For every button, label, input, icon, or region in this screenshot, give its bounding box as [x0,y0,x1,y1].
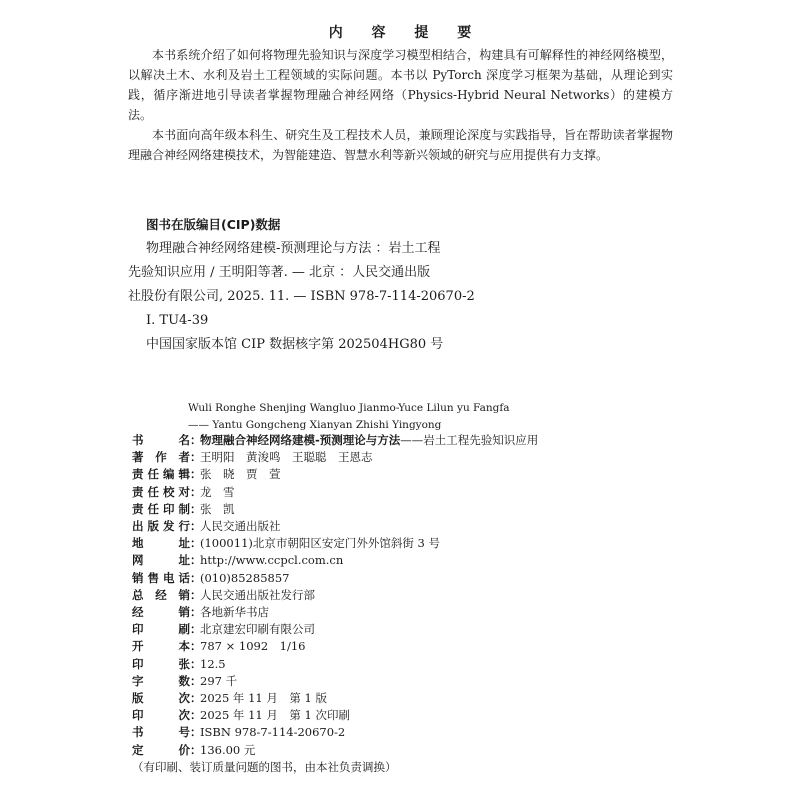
cip-data-block [128,213,548,357]
cip-record-number: 中国国家版本馆 CIP 数据核字第 202504HG80 号 [146,337,444,352]
imprint-value: http://www.ccpcl.com.cn [200,553,344,568]
imprint-row: 网 址 ： http://www.ccpcl.com.cn [132,552,538,569]
imprint-label: 书 号 [132,725,190,740]
imprint-row: 印 次 ： 2025 年 11 月 第 1 次印刷 [132,707,538,724]
cip-line: 物理融合神经网络建模-预测理论与方法 ：岩土工程 [146,241,441,256]
cip-classification: Ⅰ. TU4-39 [146,313,209,328]
pinyin-title [188,400,510,434]
abstract-paragraph-1: 本书系统介绍了如何将物理先验知识与深度学习模型相结合，构建具有可解释性的神经网络模型，以解决土木、水利及岩土工程领域的实际问题。本书以 PyTorch 深度学习框架为基础，从理论到实践，循序渐进地引导读者掌握物理融合神经网络（Physics-Hybrid Neural Networks）的建模方法。 [128,48,673,122]
book-title-value: 物理融合神经网络建模-预测理论与方法 [200,433,401,447]
imprint-block [132,432,538,776]
imprint-row: 责 任 编 辑 ： 张 晓 贾 萱 [132,466,538,483]
imprint-row: 书 号 ： ISBN 978-7-114-20670-2 [132,724,538,741]
imprint-row: 字 数 ： 297 千 [132,673,538,690]
imprint-value: 787 × 1092 1/16 [200,639,306,654]
abstract-paragraph-2: 本书面向高年级本科生、研究生及工程技术人员，兼顾理论深度与实践指导，旨在帮助读者掌握物理融合神经网络建模技术，为智能建造、智慧水利等新兴领域的研究与应用提供有力支撑。 [128,128,673,162]
imprint-row: 书 名 ： 物理融合神经网络建模-预测理论与方法 ——岩土工程先验知识应用 [132,432,538,449]
imprint-label: 经 销 [132,605,190,620]
abstract-body [128,45,673,165]
imprint-value: 136.00 元 [200,742,256,757]
imprint-value: 张 晓 贾 萱 [200,467,281,482]
imprint-row: 地 址 ： (100011)北京市朝阳区安定门外外馆斜街 3 号 [132,535,538,552]
imprint-row: 定 价 ： 136.00 元 [132,742,538,759]
imprint-label: 地 址 [132,536,190,551]
imprint-row: 销 售 电 话 ： (010)85285857 [132,570,538,587]
imprint-label: 书 名 [132,433,190,447]
imprint-row: 开 本 ： 787 × 1092 1/16 [132,638,538,655]
imprint-label: 印 次 [132,708,190,723]
imprint-value: 12.5 [200,656,226,671]
imprint-value: (100011)北京市朝阳区安定门外外馆斜街 3 号 [200,536,440,551]
imprint-label: 责 任 编 辑 [132,467,190,482]
pinyin-line-1: Wuli Ronghe Shenjing Wangluo Jianmo-Yuce Lilun yu Fangfa [188,402,510,414]
imprint-row: 著 作 者 ： 王明阳 黄浚鸣 王聪聪 王恩志 [132,449,538,466]
imprint-value: 张 凯 [200,501,235,516]
abstract-title: 内 容 提 要 [328,25,484,41]
imprint-label: 责 任 校 对 [132,484,190,499]
imprint-value: 297 千 [200,673,238,688]
imprint-row: 经 销 ： 各地新华书店 [132,604,538,621]
imprint-value: ——岩土工程先验知识应用 [400,433,539,447]
imprint-label: 印 张 [132,656,190,671]
imprint-value: 龙 雪 [200,484,235,499]
imprint-value: 王明阳 黄浚鸣 王聪聪 王恩志 [200,450,373,465]
imprint-row: 总 经 销 ： 人民交通出版社发行部 [132,587,538,604]
imprint-value: 人民交通出版社发行部 [200,587,315,602]
imprint-label: 总 经 销 [132,587,190,602]
imprint-row: 印 张 ： 12.5 [132,656,538,673]
imprint-label: 版 次 [132,691,190,706]
imprint-value: 北京建宏印刷有限公司 [200,622,315,637]
imprint-label: 网 址 [132,553,190,568]
imprint-label: 销 售 电 话 [132,570,190,585]
imprint-value: 2025 年 11 月 第 1 次印刷 [200,708,350,723]
imprint-value: (010)85285857 [200,570,290,585]
quality-note: （有印刷、装订质量问题的图书，由本社负责调换） [132,759,397,774]
imprint-label: 定 价 [132,742,190,757]
imprint-row: 印 刷 ： 北京建宏印刷有限公司 [132,621,538,638]
imprint-value: 2025 年 11 月 第 1 版 [200,691,327,706]
imprint-label: 印 刷 [132,622,190,637]
pinyin-line-2: —— Yantu Gongcheng Xianyan Zhishi Yingyong [188,419,442,431]
cip-title: 图书在版编目(CIP)数据 [146,217,281,232]
cip-line: 先验知识应用 / 王明阳等著. — 北京 ：人民交通出版 [128,265,431,280]
cip-line: 社股份有限公司, 2025. 11. — ISBN 978-7-114-20670-2 [128,289,475,304]
imprint-label: 出 版 发 行 [132,519,190,534]
imprint-row: 版 次 ： 2025 年 11 月 第 1 版 [132,690,538,707]
imprint-label: 开 本 [132,639,190,654]
imprint-label: 字 数 [132,673,190,688]
imprint-value: ISBN 978-7-114-20670-2 [200,725,346,740]
imprint-row: 出 版 发 行 ： 人民交通出版社 [132,518,538,535]
imprint-row: 责 任 校 对 ： 龙 雪 [132,484,538,501]
imprint-label: 著 作 者 [132,450,190,465]
imprint-label: 责 任 印 制 [132,501,190,516]
imprint-row: 责 任 印 制 ： 张 凯 [132,501,538,518]
imprint-value: 人民交通出版社 [200,519,281,534]
imprint-value: 各地新华书店 [200,605,269,620]
